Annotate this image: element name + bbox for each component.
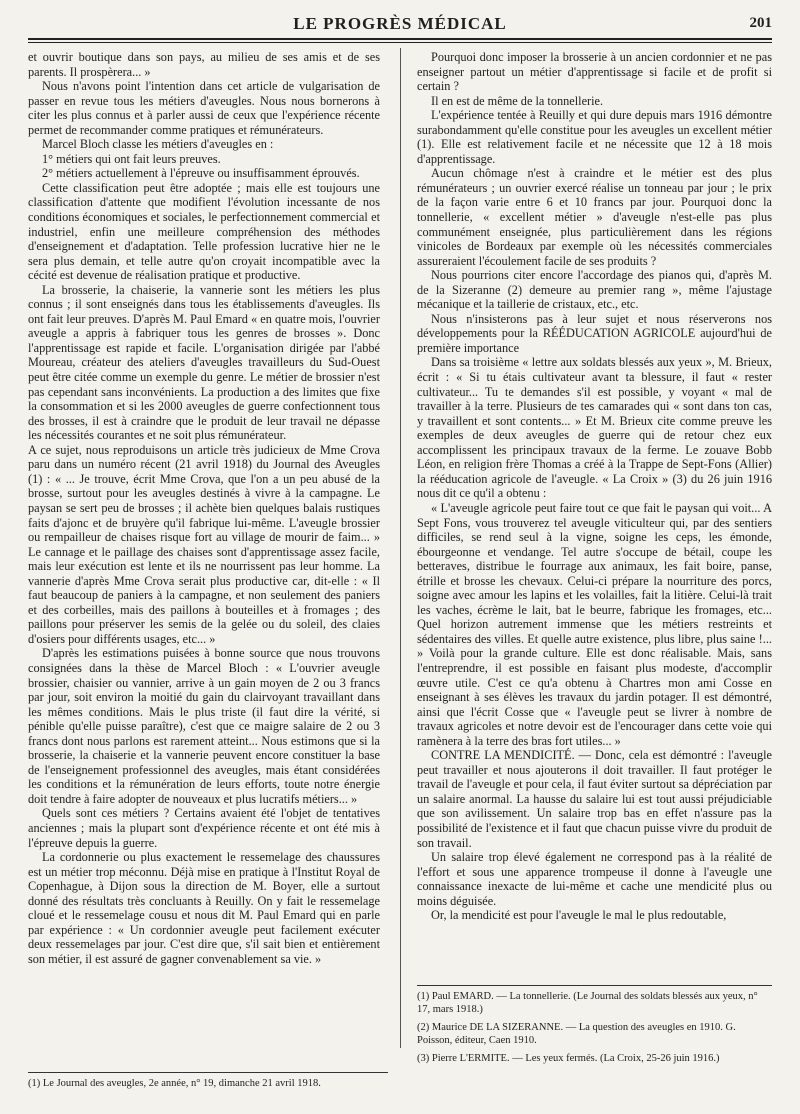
paragraph: L'expérience tentée à Reuilly et qui dure depuis mars 1916 démontre surabondamment qu'elle constitue pour les aveugles un excellent métier (1). Elle est relativement facile et ne nécessite que 12 à 18 mois d'apprentissage.	[417, 108, 772, 166]
paragraph: Nous n'insisterons pas à leur sujet et nous réserverons nos développements pour la RÉÉDUCATION AGRICOLE aujourd'hui de première importance	[417, 311, 772, 355]
column-divider	[400, 48, 401, 1048]
page-number: 201	[749, 15, 772, 31]
paragraph: Pourquoi donc imposer la brosserie à un ancien cordonnier et ne pas enseigner partout un métier d'apprentissage si facile et de profit si certain ?	[417, 50, 772, 94]
paragraph: Aucun chômage n'est à craindre et le métier est des plus rémunérateurs ; un ouvrier exercé réalise un tonneau par jour ; le prix de la façon varie entre 6 et 10 francs par jour. Pourquoi donc la tonnellerie, « excellent métier » d'aveugle n'est-elle pas plus communément enseignée, plus particulièrement dans les régions vinicoles de Bordeaux par exemple où les nécessités commerciales assureraient l'écoulement facile de ses produits ?	[417, 166, 772, 268]
paragraph: Or, la mendicité est pour l'aveugle le mal le plus redoutable,	[431, 908, 727, 923]
footnote: (2) Maurice DE LA SIZERANNE. — La question des aveugles en 1910. G. Poisson, éditeur, Caen 1910.	[417, 1022, 736, 1046]
paragraph: Quels sont ces métiers ? Certains avaient été l'objet de tentatives anciennes ; mais la plupart sont d'expérience récente et ont été mis à l'épreuve depuis la guerre.	[28, 806, 380, 850]
running-header	[28, 14, 772, 38]
paragraph: A ce sujet, nous reproduisons un article très judicieux de Mme Crova paru dans un numéro récent (21 avril 1918) du Journal des Aveugles (1) : « ... Je trouve, écrit Mme Crova, que l'on a un peu abusé de la brosse, surtout pour les aveugles destinés à vivre à la campagne. Le paysan se sert peu de brosses ; il achète bien quelques balais rustiques faits d'ajonc et de bruyère qu'il fabrique lui-même. L'aveugle brossier ou rempailleur de chaises risque fort au village de mourir de faim... » Le cannage et le paillage des chaises sont d'apprentissage assez facile, mais leur exécution est lente et ils ne nourrissent pas leur homme. La vannerie d'après Mme Crova serait plus productive car, dit-elle : « Il faut beaucoup de paniers à la campagne, et non seulement des paniers et des corbeilles, mais des paillons à bouteilles et à fromages ; des paillons pour préserver les semis de la gelée ou du soleil, des claies d'osiers pour différents usages, etc... »	[28, 442, 380, 646]
footnote: (3) Pierre L'ERMITE. — Les yeux fermés. (La Croix, 25-26 juin 1916.)	[417, 1053, 720, 1064]
paragraph: et ouvrir boutique dans son pays, au milieu de ses amis et de ses parents. Il prospèrera... »	[28, 50, 380, 79]
paragraph: Cette classification peut être adoptée ; mais elle est toujours une classification d'attente que modifient l'évolution incessante de nos conditions économiques et sociales, le perfectionnement commercial et industriel, enfin une meilleure compréhension des méthodes d'enseignement et d'adaptation. Telle profession lucrative hier ne le sera plus demain, et telle autre qu'on croyait incompatible avec la cécité est devenue de réalisation pratique et productive.	[28, 180, 380, 283]
paragraph: CONTRE LA MENDICITÉ. — Donc, cela est démontré : l'aveugle peut travailler et nous ajouterons il doit travailler. Il faut protéger le travail de l'aveugle et pour cela, il faut éviter surtout sa dépréciation par un salaire anormal. La hausse du salaire lui est tout aussi préjudiciable que son avilissement. Un salaire trop bas en effet n'assure pas la possibilité de l'existence et il faut que chacun puisse vivre du produit de son travail.	[417, 748, 772, 850]
paragraph: Il en est de même de la tonnellerie.	[431, 93, 604, 108]
right-column	[417, 50, 772, 923]
paragraph: Nous n'avons point l'intention dans cet article de vulgarisation de passer en revue tous les métiers d'aveugles. Nous nous bornerons à citer les plus connus et à parler aussi de ceux que l'expérience récente permet de recommander comme pratiques et rémunérateurs.	[28, 79, 380, 137]
paragraph: La brosserie, la chaiserie, la vannerie sont les métiers les plus connus ; il sont enseignés dans tous les établissements d'aveugles. Ils ont fait leur preuves. D'après M. Paul Emard « en quatre mois, l'ouvrier aveugle a appris à fabriquer tous les genres de brosses ». Donc l'apprentissage est rapide et facile. L'organisation dirigée par l'abbé Moureau, créateur des ateliers d'aveugles travailleurs du Sud-Ouest peut être citée comme un exemple du genre. Le métier de brossier n'est pas cependant sans inconvénients. La production a des limites que fixe la consommation et si les 2000 aveugles de guerre confectionnent tous des brosses, il est à craindre que le produit de leur travail ne dépasse les nécessités courantes et ne soit plus rémunérateur.	[28, 282, 380, 443]
footnotes-right	[417, 990, 772, 1070]
paragraph: Marcel Bloch classe les métiers d'aveugles en :	[42, 137, 274, 152]
footnote: (1) Le Journal des aveugles, 2e année, n° 19, dimanche 21 avril 1918.	[28, 1078, 321, 1089]
left-column	[28, 50, 380, 966]
paragraph: 1° métiers qui ont fait leurs preuves.	[42, 151, 221, 166]
paragraph: D'après les estimations puisées à bonne source que nous trouvons consignées dans la thèse de Marcel Bloch : « L'ouvrier aveugle brossier, chaisier ou vannier, arrive à un gain moyen de 2 ou 3 francs par jour, soit environ la moitié du gain du clairvoyant travaillant dans les mêmes conditions. Mais le plus triste (il faut dire la vérité, si pénible qu'elle puisse paraître), c'est que ce maigre salaire de 2 ou 3 francs dont nous parlons est rarement atteint... Nous estimons que si la brosserie, la chaiserie et la vannerie peuvent encore constituer la base de l'enseignement professionnel des aveugles, mais étant considérées les conditions et la rémunération de leurs efforts, toute notre énergie doit tendre à faire adopter de nouveaux et plus lucratifs métiers... »	[28, 646, 380, 806]
header-rule-thick	[28, 38, 772, 40]
footnote-left	[28, 1077, 388, 1095]
paragraph: La cordonnerie ou plus exactement le ressemelage des chaussures est un métier trop méconnu. Déjà mise en pratique à l'Institut Royal de Copenhague, à Dijon sous la direction de M. Boyer, elle a surtout donné des résultats très concluants à Reuilly. On y fait le ressemelage cloué et le ressemelage cousu et nous dit M. Paul Emard qui en parle par expérience : « Un cordonnier aveugle peut facilement exécuter deux ressemelages par jour. C'est dire que, s'il sait bien et entièrement son métier, il est assuré de gagner convenablement sa vie. »	[28, 850, 380, 966]
paragraph: Dans sa troisième « lettre aux soldats blessés aux yeux », M. Brieux, écrit : « Si tu étais cultivateur avant ta blessure, il faut « rester cultivateur... Tu te demandes s'il est possible, y voyant « mal de travailler à la terre. Plusieurs de tes camarades qui « sont dans ton cas, y travaillent et sont contents... » Et M. Brieux cite comme preuve les exemples de deux aveugles de guerre qui de retour chez eux accomplissent les principaux travaux de la ferme. Le zouave Bobb Léon, en religion frère Thomas a créé à la Trappe de Sept-Fons (Allier) la rééducation agricole de l'aveugle. « La Croix » (3) du 26 juin 1916 nous dit ce qu'il a obtenu :	[417, 355, 772, 501]
footnote: (1) Paul EMARD. — La tonnellerie. (Le Journal des soldats blessés aux yeux, n° 17, mars 1918.)	[417, 991, 758, 1015]
footnote-rule-left	[28, 1072, 388, 1073]
paragraph: Un salaire trop élevé également ne correspond pas à la réalité de l'effort et sous une apparence trompeuse il donne à l'aveugle une connaissance inexacte de lui-même et cache une mendicité plus ou moins déguisée.	[417, 850, 772, 908]
paragraph: Nous pourrions citer encore l'accordage des pianos qui, d'après M. de la Sizeranne (2) demeure au premier rang », même l'ajustage mécanique et la taillerie de cristaux, etc., etc.	[417, 268, 772, 312]
footnote-rule-right	[417, 985, 772, 986]
journal-title: LE PROGRÈS MÉDICAL	[293, 14, 507, 33]
paragraph: 2° métiers actuellement à l'épreuve ou insuffisamment éprouvés.	[42, 166, 360, 181]
header-rule-thin	[28, 42, 772, 43]
paragraph: « L'aveugle agricole peut faire tout ce que fait le paysan qui voit... A Sept Fons, vous trouverez tel aveugle viticulteur qui, par des sentiers difficiles, se rend seul à la vigne, soigne les ceps, les émonde, ébourgeonne et vendange. Tel autre s'occupe de bétail, coupe les betteraves, distribue le fourrage aux animaux, les fait boire, panse, étrille et brosse les chevaux. Celui-ci prépare la nourriture des porcs, soigne avec amour les lapins et les volailles, fait la litière. Celui-là trait les vaches, écrème le lait, bat le beurre, fabrique les fromages, etc... Quel horizon autrement immense que les métiers restreints et sédentaires des villes. Et quelle autre existence, plus libre, plus saine !... » Voilà pour la grande culture. Elle est donc réalisable. Mais, sans l'entreprendre, il est possible en faisant plus modeste, d'accomplir œuvre utile. C'est ce qu'a obtenu à Chartres mon ami Cosse en enseignant à ses élèves les travaux du jardin potager. Il est démontré, ainsi que l'écrit Cosse que « l'aveugle peut se livrer à nombre de travaux agricoles et notre devoir est de l'encourager dans cette voie qui ramènera à la terre des bras fort utiles... »	[417, 500, 772, 748]
